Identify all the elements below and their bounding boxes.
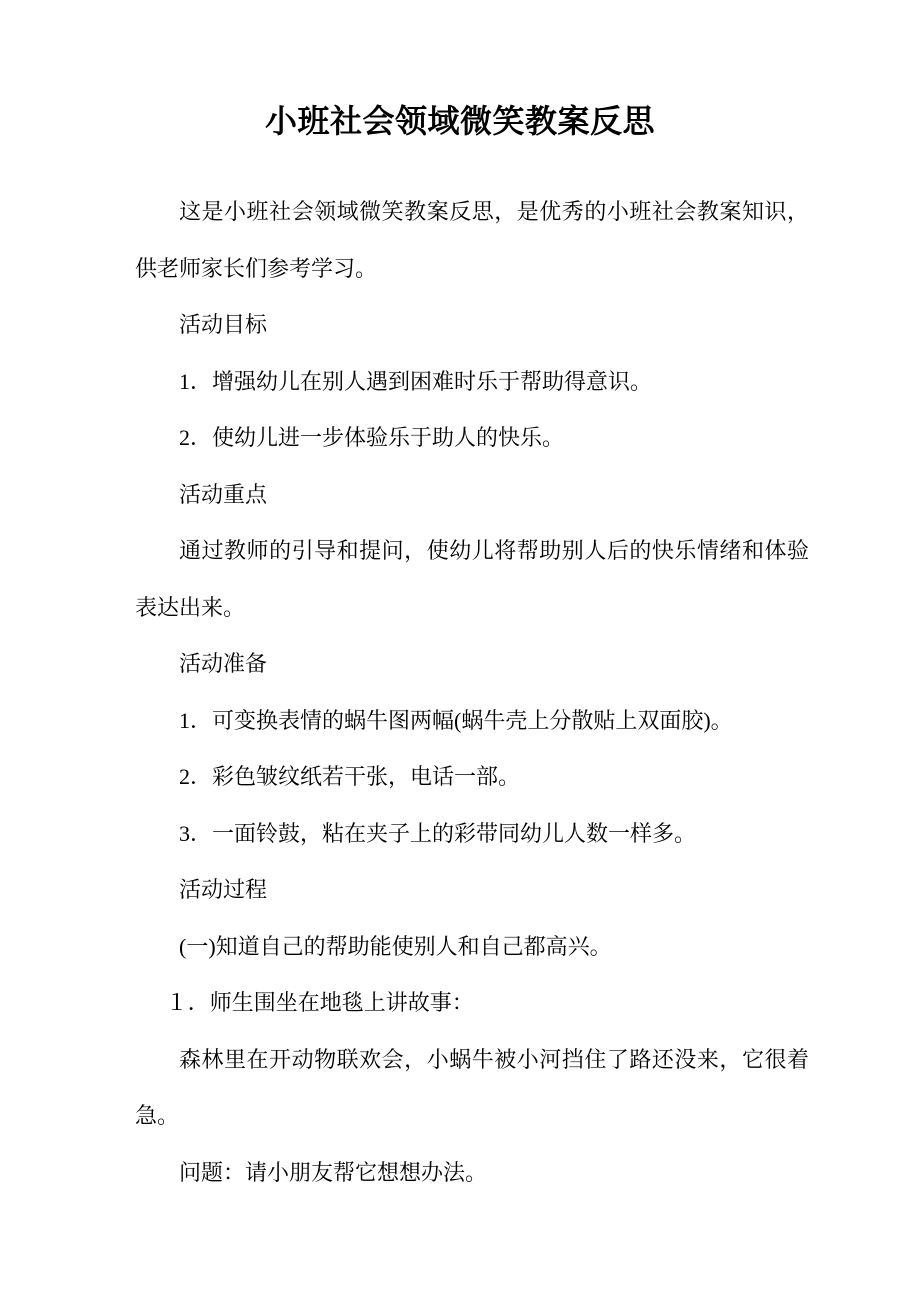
process-step-1: １．师生围坐在地毯上讲故事： [165,990,474,1015]
goal-item-1: 1．增强幼儿在别人遇到困难时乐于帮助得意识。 [179,368,653,394]
activity-focus-paragraph: 通过教师的引导和提问，使幼儿将帮助别人后的快乐情绪和体验表达出来。 [135,538,809,620]
document-body [135,184,809,1201]
preparation-item-3: 3．一面铃鼓，粘在夹子上的彩带同幼儿人数一样多。 [179,820,697,846]
story-paragraph: 森林里在开动物联欢会，小蜗牛被小河挡住了路还没来，它很着急。 [135,1046,809,1128]
heading-activity-focus: 活动重点 [179,481,268,507]
document-title: 小班社会领域微笑教案反思 [264,103,655,139]
question-paragraph: 问题：请小朋友帮它想想办法。 [179,1159,488,1185]
process-section-1-heading: (一)知道自己的帮助能使别人和自己都高兴。 [179,933,612,959]
heading-activity-goals: 活动目标 [179,312,268,337]
goal-item-2: 2．使幼儿进一步体验乐于助人的快乐。 [179,425,565,450]
preparation-item-1: 1．可变换表情的蜗牛图两幅(蜗牛壳上分散贴上双面胶)。 [179,707,733,733]
heading-activity-process: 活动过程 [179,877,268,902]
heading-activity-preparation: 活动准备 [179,651,268,676]
preparation-item-2: 2．彩色皱纹纸若干张，电话一部。 [179,764,521,789]
intro-paragraph: 这是小班社会领域微笑教案反思，是优秀的小班社会教案知识，供老师家长们参考学习。 [135,199,809,281]
